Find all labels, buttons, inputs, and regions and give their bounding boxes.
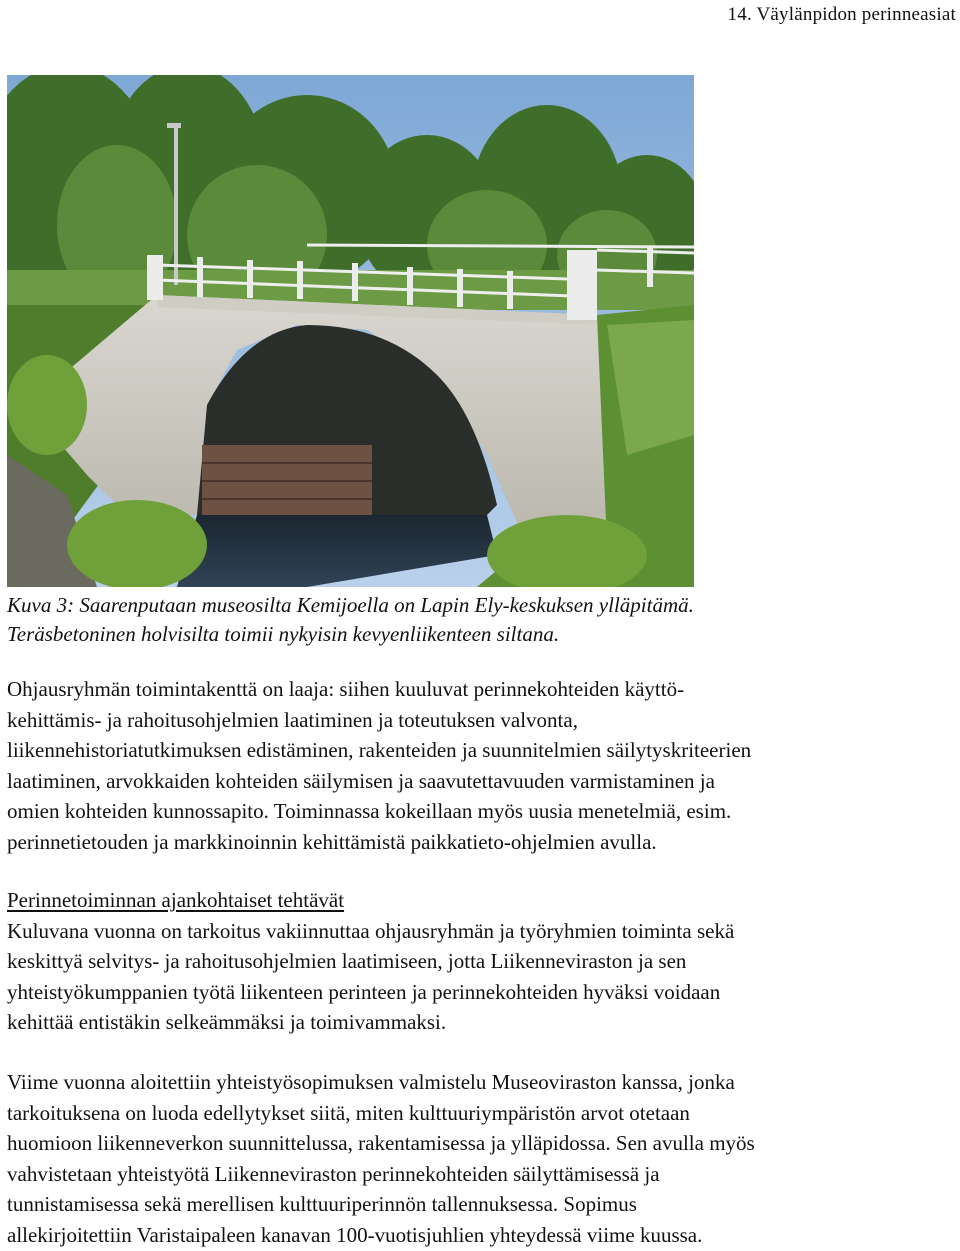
running-header: 14. Väylänpidon perinneasiat	[727, 4, 956, 25]
paragraph-2	[7, 885, 952, 1038]
text-line: tarkoituksena on luoda edellytykset siitä, miten kulttuuriympäristön arvot otetaan	[7, 1100, 690, 1125]
section-heading: Perinnetoiminnan ajankohtaiset tehtävät	[7, 888, 345, 912]
text-line: vahvistetaan yhteistyötä Liikenneviraston perinnekohteiden säilyttämisessä ja	[7, 1161, 660, 1186]
text-line: kehittämis- ja rahoitusohjelmien laatiminen ja toteutuksen valvonta,	[7, 707, 578, 732]
bridge-photo	[7, 75, 694, 587]
text-line: Kuluvana vuonna on tarkoitus vakiinnuttaa ohjausryhmän ja työryhmien toiminta sekä	[7, 918, 735, 943]
text-line: Viime vuonna aloitettiin yhteistyösopimuksen valmistelu Museoviraston kanssa, jonka	[7, 1070, 735, 1094]
text-line: tunnistamisessa sekä merellisen kulttuuriperinnön tallennuksessa. Sopimus	[7, 1192, 637, 1216]
text-line: keskittyä selvitys- ja rahoitusohjelmien laatimiseen, jotta Liikenneviraston ja sen	[7, 949, 687, 973]
text-line: perinnetietouden ja markkinoinnin kehittämistä paikkatieto-ohjelmien avulla.	[7, 829, 657, 854]
figure-caption	[7, 591, 937, 649]
text-line: Ohjausryhmän toimintakenttä on laaja: siihen kuuluvat perinnekohteiden käyttö-	[7, 677, 685, 701]
caption-line: Teräsbetoninen holvisilta toimii nykyisin kevyenliikenteen siltana.	[7, 622, 560, 646]
text-line: omien kohteiden kunnossapito. Toiminnassa kokeillaan myös uusia menetelmiä, esim.	[7, 799, 732, 823]
caption-line: Kuva 3: Saarenputaan museosilta Kemijoella on Lapin Ely-keskuksen ylläpitämä.	[7, 593, 694, 617]
text-line: yhteistyökumppanien työtä liikenteen perinteen ja perinnekohteiden hyväksi voidaan	[7, 979, 721, 1004]
paragraph-3	[7, 1067, 952, 1250]
text-line: kehittää entistäkin selkeämmäksi ja toimivammaksi.	[7, 1010, 447, 1034]
paragraph-1	[7, 674, 952, 857]
text-line: huomioon liikenneverkon suunnittelussa, rakentamisessa ja ylläpidossa. Sen avulla myös	[7, 1131, 755, 1155]
text-line: liikennehistoriatutkimuksen edistäminen, rakenteiden ja suunnitelmien säilytyskriteerien	[7, 738, 752, 762]
text-line: allekirjoitettiin Varistaipaleen kanavan 100-vuotisjuhlien yhteydessä viime kuussa.	[7, 1222, 703, 1247]
text-line: laatiminen, arvokkaiden kohteiden säilymisen ja saavutettavuuden varmistaminen ja	[7, 768, 715, 793]
